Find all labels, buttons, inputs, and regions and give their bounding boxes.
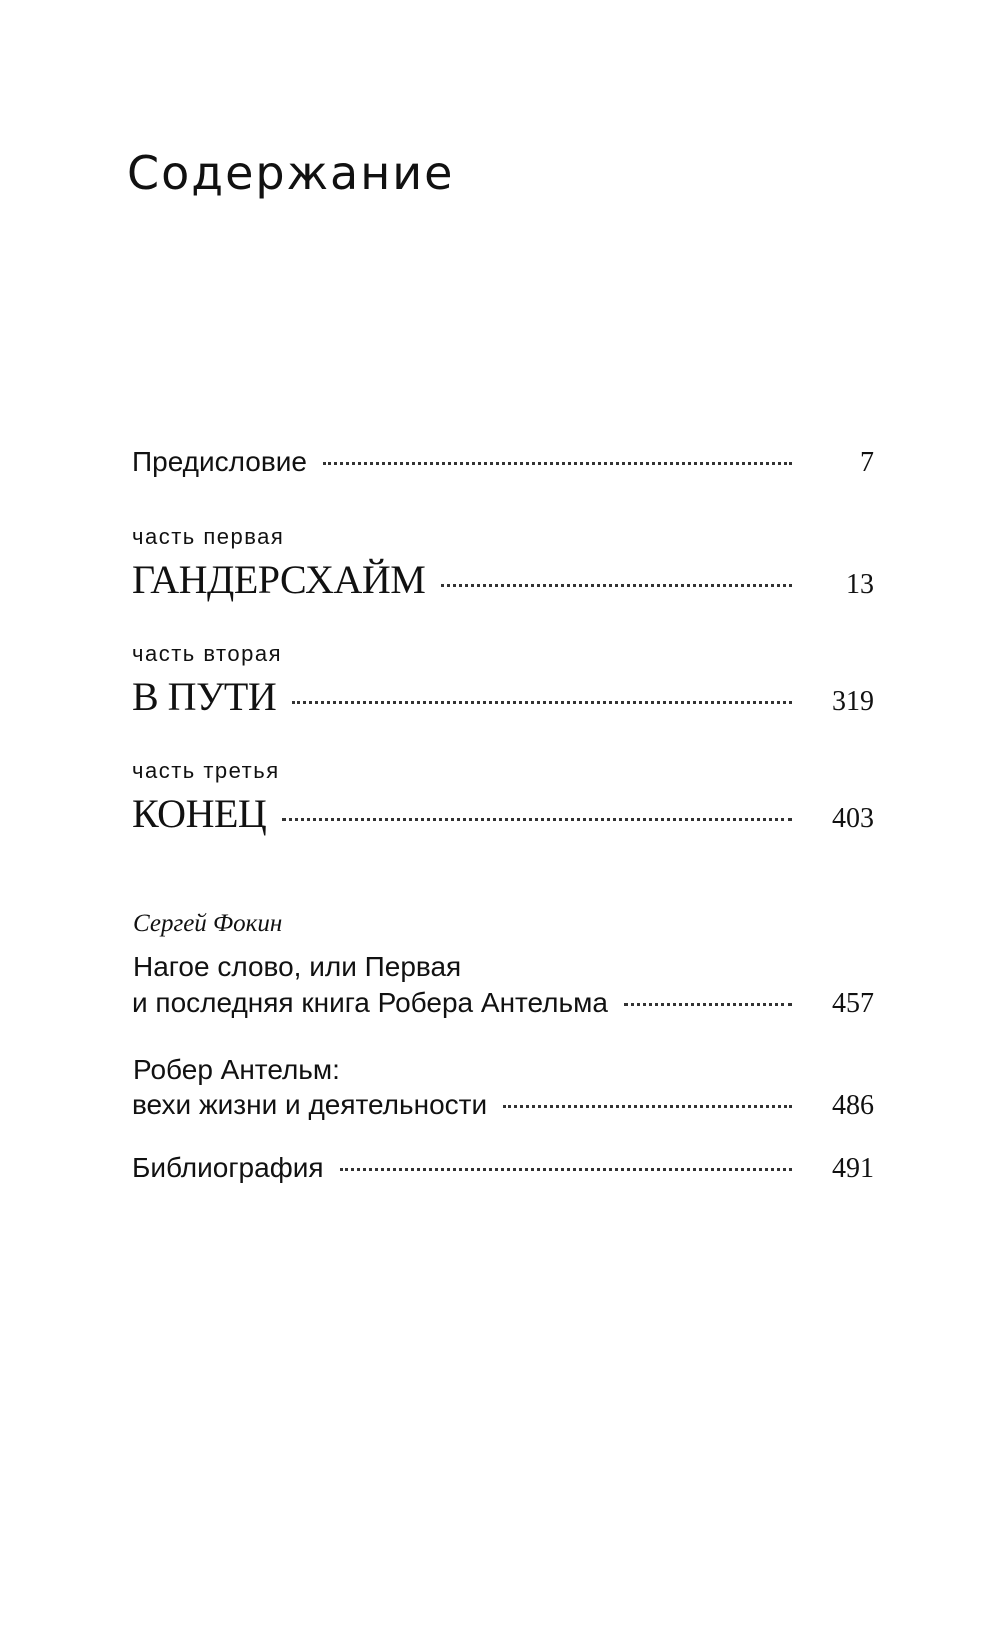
dot-leader [340, 1168, 792, 1171]
dot-leader [282, 818, 792, 821]
toc-entry-label: Предисловие [132, 446, 307, 477]
page-number: 403 [832, 803, 874, 834]
page-number: 319 [832, 686, 874, 717]
toc-entry-preface[interactable] [132, 446, 874, 479]
page-number: 7 [860, 447, 874, 478]
dot-leader [624, 1003, 792, 1006]
toc-entry-line: Нагое слово, или Первая [133, 951, 462, 982]
dot-leader [323, 462, 792, 465]
part-label: часть вторая [132, 641, 282, 666]
toc-entry-label: ГАНДЕРСХАЙМ [132, 557, 426, 602]
part-label: часть третья [132, 758, 280, 783]
dot-leader [292, 701, 792, 704]
toc-entry-label: КОНЕЦ [132, 791, 267, 836]
toc-entry-label: В ПУТИ [132, 674, 277, 719]
part-label: часть первая [132, 524, 285, 549]
toc-entry-bibliography[interactable] [132, 1152, 874, 1185]
toc-entry-part1[interactable] [132, 556, 874, 603]
page-number: 486 [832, 1090, 874, 1121]
toc-entry-label: Библиография [132, 1152, 324, 1183]
toc-entry-label: вехи жизни и деятельности [132, 1089, 488, 1120]
page-number: 457 [832, 988, 874, 1019]
dot-leader [503, 1105, 792, 1108]
essay-author: Сергей Фокин [133, 910, 283, 937]
toc-entry-part3[interactable] [132, 790, 874, 837]
page-title: Содержание [127, 146, 455, 200]
dot-leader [441, 584, 792, 587]
page-number: 13 [846, 569, 874, 600]
toc-entry-line: Робер Антельм: [133, 1054, 340, 1085]
page-number: 491 [832, 1153, 874, 1184]
toc-entry-part2[interactable] [132, 673, 874, 720]
toc-entry-essay[interactable] [132, 987, 874, 1020]
toc-entry-label: и последняя книга Робера Антельма [132, 987, 608, 1018]
toc-entry-chronology[interactable] [132, 1089, 874, 1122]
